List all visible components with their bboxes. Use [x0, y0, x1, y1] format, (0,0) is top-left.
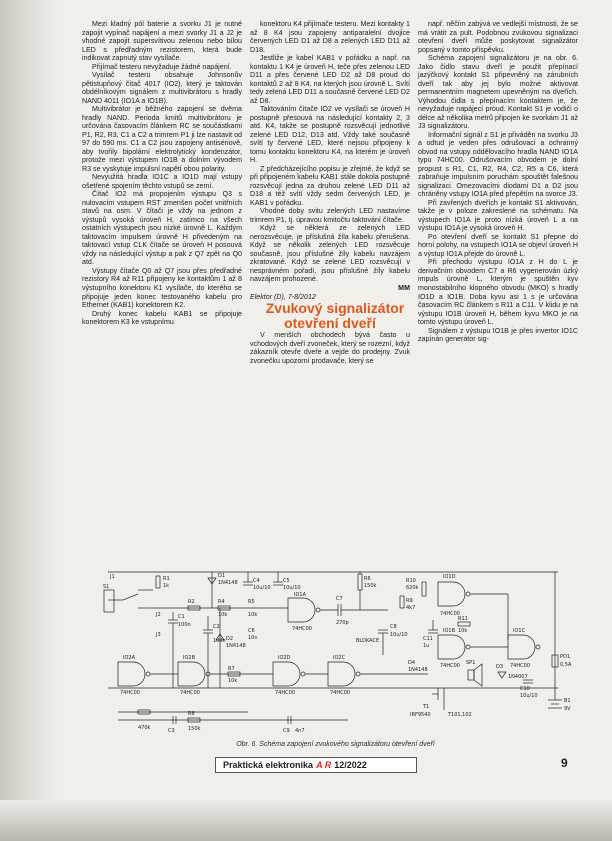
label-r5-value: 10k	[248, 612, 258, 618]
label-r7-value: 10k	[228, 678, 238, 684]
journal-mark-a: A	[316, 760, 323, 770]
page-binding-shadow	[0, 0, 60, 841]
paragraph: Mezi kladný pól baterie a svorku J1 je nutné zapojit vypínač napájení a mezi svorky J1 a J2 je vhodné zapojit supersvítivou zelenou nebo bílou LED s předřadným rezistorem, která bude indikovat zapnutý stav vysílače.	[82, 20, 242, 63]
label-r11-value: 10k	[458, 628, 468, 634]
label-r11: R11	[458, 616, 468, 622]
label-r8: R8	[188, 711, 195, 717]
label-d4: D4	[408, 660, 416, 666]
label-r1-value: 1k	[163, 583, 170, 589]
label-c4-value: 10u/10	[253, 585, 271, 591]
label-t1-value: IRF9540	[410, 712, 431, 718]
label-c10: C10	[520, 686, 530, 692]
label-c11-value: 1u	[423, 643, 430, 649]
label-c5: C5	[283, 578, 290, 584]
label-blokace: BLOKACE	[356, 638, 380, 644]
label-c1: C1	[178, 614, 185, 620]
label-r10-value: 620k	[406, 585, 419, 591]
label-io2b-type: 74HC00	[180, 690, 200, 696]
label-c3: C3	[168, 728, 175, 734]
label-io1d-type: 74HC00	[440, 611, 460, 617]
text-column-1	[82, 20, 242, 327]
paragraph: Vhodné doby svitu zelených LED nastavíme trimrem P1, tj. úpravou kmitočtu taktování čítače.	[250, 207, 410, 224]
paragraph: V menších obchodech bývá často u vchodových dveří zvoneček, který se rozezní, když zákazník otevře dveře a vejde do prodejny. Zvuk zvonečku upozorní prodavače, který se	[250, 331, 410, 365]
author-initials: MM	[398, 283, 410, 292]
paragraph: konektoru K4 přijímače testeru. Mezi kontakty 1 až 8 K4 jsou zapojeny antiparalelní dvojice červených LED D1 až D8 a zelených LED D11 až D18.	[250, 20, 410, 54]
label-c9-value: 4n7	[295, 728, 305, 734]
label-b1: B1	[564, 698, 571, 704]
label-r6-value: 150k	[364, 583, 377, 589]
label-r6: R6	[364, 576, 371, 582]
label-io2a: IO2A	[123, 655, 136, 661]
paragraph: Výstupy čítače Q0 až Q7 jsou přes předřadné rezistory R4 až R11 připojeny ke kontaktům 1 až 8 výstupního konektoru K1 vysílače, do kterého se připojuje jeden konec testovaného kabelu pro Ethernet (KAB1) konektorem K2.	[82, 266, 242, 310]
journal-mark	[316, 760, 331, 770]
label-c2: C2	[213, 624, 220, 630]
label-io1a-type: 74HC00	[292, 626, 312, 632]
label-r9-value: 4k7	[406, 605, 416, 611]
label-io2d: IO2D	[278, 655, 291, 661]
paragraph: Jestliže je kabel KAB1 v pořádku a např. na kontaktu 1 K4 je úroveň H, teče přes zelenou LED D11 a přes červené LED D2 až D8 proud do kontaktů 2 až 8 K4, na kterých jsou úrovně L. Svítí tedy zelená LED D11 a současně červené LED D2 až D8.	[250, 54, 410, 105]
label-sp1: SP1	[466, 660, 476, 666]
paragraph: Vysílač testeru obsahuje Johnsonův pětistupňový čítač 4017 (IO2), který je taktován obdélníkovým signálem z multivibrátoru s hradly NAND 4011 (IO1A a IO1B).	[82, 71, 242, 105]
source-reference: Elektor (D), 7-8/2012	[250, 292, 316, 301]
paragraph: Přijímač testeru nevyžaduje žádné napájení.	[92, 62, 232, 71]
text-column-2	[250, 20, 410, 365]
journal-name: Praktická elektronika	[223, 760, 314, 770]
label-c8-value: 10u/10	[390, 632, 408, 638]
label-r1: R1	[163, 576, 170, 582]
label-b1-value: 9V	[564, 706, 571, 712]
label-c5-value: 10u/10	[283, 585, 301, 591]
text-column-3	[418, 20, 578, 344]
article-heading: Zvukový signalizátor otevření dveří	[265, 300, 405, 332]
label-po1-value: 0,5A	[560, 662, 572, 668]
label-c8: C8	[390, 624, 397, 630]
label-r10: R10	[406, 578, 416, 584]
label-t1: T1	[423, 704, 430, 710]
label-d1-value: 1N4148	[218, 580, 238, 586]
label-c7: C7	[336, 596, 343, 602]
journal-mark-r: R	[324, 760, 332, 770]
label-d3: D3	[496, 664, 504, 670]
label-r7: R7	[228, 666, 235, 672]
journal-footer	[215, 757, 417, 773]
figure-caption: Obr. 6. Schéma zapojení zvukového signalizátoru otevření dveří	[236, 741, 435, 748]
paragraph: Schéma zapojení signalizátoru je na obr. 6. Jako čidlo stavu dveří je použit přepínací jazýčkový kontakt S1 připevněný na zárubních dveří tak aby jej bylo možné aktivovat permanentním magnetem upevněným na dveřích. Výhodou čidla s přepínacím kontaktem je, že nevyžaduje napájecí proud. Kontakt S1 je vodiči o délce až několika metrů připojen ke svorkám J1 až J3 signalizátoru.	[418, 54, 578, 131]
label-r8-value: 150k	[188, 726, 201, 732]
label-c4: C4	[253, 578, 260, 584]
paragraph: např. něčím zabývá ve vedlejší místnosti, že se má vrátit za pult. Podobnou zvukovou signalizaci otevření dveří může poskytovat signalizátor popsaný v tomto příspěvku.	[418, 20, 578, 54]
label-io1b-type: 74HC00	[440, 663, 460, 669]
paragraph: Při přechodu výstupu IO1A z H do L je derivačním obvodem C7 a R6 vygenerován úzký impuls úrovně L, kterým je spuštěn kyv monostabilního klopného obvodu (MKO) s hradly IO1D a IO1B. Doba kyvu asi 1 s je určována časovacím RC článkem s R11 a C11. V klidu je na výstupu IO1B úroveň H, během kyvu MKO je na tomto výstupu úroveň L.	[418, 258, 578, 327]
label-d2: D2	[226, 636, 234, 642]
label-d1: D1	[218, 573, 226, 579]
journal-issue: 12/2022	[334, 760, 367, 770]
label-c10-value: 10u/10	[520, 693, 538, 699]
paragraph: Z předcházejícího popisu je zřejmé, že když se při připojeném kabelu KAB1 stále dokola postupně rozsvěcují jedna za druhou zelené LED D11 až D18 a též svítí vždy sedm červených LED, je KAB1 v pořádku.	[250, 164, 410, 207]
label-io2a-type: 74HC00	[120, 690, 140, 696]
label-c7-value: 270p	[336, 620, 349, 626]
label-io1b: IO1B	[443, 628, 456, 634]
paragraph: Multivibrátor je běžného zapojení se dvěma hradly NAND. Perioda kmitů multivibrátoru je určována časovacím článkem RC se součástkami P1, R2, R3, C1 a C2 a trimrem P1 ji lze nastavit od 97 do 590 ms. C1 a C2 jsou zapojeny antisériově, aby tvořily bipolární elektrolytický kondenzátor, protože mezi výstupem IO1B a dolním vývodem R3 se vyskytuje impulsní napětí obou polarity.	[82, 105, 242, 173]
label-d3-value: 1N4007	[508, 674, 528, 680]
label-r4: R4	[218, 599, 225, 605]
label-c11: C11	[423, 636, 433, 642]
label-r9: R9	[406, 598, 413, 604]
label-io2b: IO2B	[183, 655, 196, 661]
circuit-schematic	[88, 560, 583, 735]
label-j3: J3	[156, 632, 161, 638]
page-number: 9	[561, 756, 568, 770]
paragraph: Taktováním čítače IO2 ve vysílači se úroveň H postupně přesouvá na následující kontakty 2, 3 atd. K4, takže se postupně rozsvěcují jednotlivé zelené LED D12, D13 atd. Vždy také současně svítí ty červené LED, které nejsou připojeny k tomu kontaktu konektoru K4, na kterém je úroveň H.	[250, 105, 410, 165]
label-c6-value: 10n	[248, 635, 258, 641]
label-r3-value: 470k	[138, 725, 151, 731]
label-po1: PO1	[560, 654, 571, 660]
label-d4-value: 1N4148	[408, 667, 428, 673]
paragraph: Po otevření dveří se kontakt S1 přepne do horní polohy, na vstupech IO1A se objeví úroveň H a výstup IO1A přejde do úrovně L.	[418, 232, 578, 258]
label-j1: J1	[110, 574, 115, 580]
label-io1c: IO1C	[513, 628, 526, 634]
label-io1a: IO1A	[294, 592, 307, 598]
paragraph: Signálem z výstupu IO1B je přes invertor IO1C zapínán generátor sig-	[418, 326, 578, 344]
label-d2-value: 1N4148	[226, 643, 246, 649]
label-c9: C9	[283, 728, 290, 734]
page-bottom-shadow	[0, 800, 612, 841]
label-r5: R5	[248, 599, 255, 605]
label-io1d: IO1D	[443, 574, 456, 580]
label-io1c-type: 74HC00	[510, 663, 530, 669]
label-io2d-type: 74HC00	[275, 690, 295, 696]
label-io2c: IO2C	[333, 655, 346, 661]
label-s1: S1	[103, 584, 110, 590]
paragraph: Nevyužitá hradla IO1C a IO1D mají vstupy ošetřené spojením těchto vstupů se zemí.	[82, 173, 242, 190]
paragraph: Čítač IO2 má propojením výstupu Q3 s nulovacím vstupem RST zmenšen počet vnitřních stavů na osm. V čítači je vždy na jednom z výstupů vysoká úroveň H, zatímco na všech ostatních výstupech jsou nízké úrovně L. Každým taktovacím impulsem úrovně H přivedeným na taktovací vstup CLK čítače se úroveň H posouvá vždy na následující výstup a pak z Q7 zpět na Q0 atd.	[82, 190, 242, 267]
label-j2: J2	[156, 612, 161, 618]
label-io2c-type: 74HC00	[330, 690, 350, 696]
paragraph: Druhý konec kabelu KAB1 se připojuje konektorem K3 ke vstupnímu	[82, 309, 242, 327]
label-t1-alt: T101,102	[448, 712, 472, 718]
paragraph: Když se některá ze zelených LED nerozsvěcuje, je příslušná žíla kabelu přerušena. Když se několik zelených LED rozsvěcuje současně, jsou příslušné žíly kabelu navzájem zkratované. Když se zelené LED rozsvěcují v nesprávném pořadí, jsou příslušné žíly kabelu navzájem prohozené.	[250, 224, 410, 284]
label-r4-value: 10k	[218, 612, 228, 618]
label-c2-value: 100n	[213, 638, 226, 644]
label-c6: C6	[248, 628, 255, 634]
label-c1-value: 100n	[178, 622, 191, 628]
label-r2: R2	[188, 599, 195, 605]
paragraph: Při zavřených dveřích je kontakt S1 aktivován, takže je v poloze zakreslené na schématu. Na výstupech IO1A je proto nízká úroveň L a na výstupu IO1A je vysoká úroveň H.	[418, 198, 578, 233]
paragraph: Informační signál z S1 je přiváděn na svorku J3 a odtud je veden přes odrušovací a ochranný obvod na vstupy oddělovacího hradla NAND IO1A typu 74HC00. Odrušovacím obvodem je dolní propust s R1, C1, R2, R4, C2, R5 a C6, která zabraňuje impulsním poruchám spouštět falešnou signalizaci. Omezovacími diodami D1 a D2 jsou chráněny vstupy IO1A před přepětím na svorce J3.	[418, 130, 578, 199]
